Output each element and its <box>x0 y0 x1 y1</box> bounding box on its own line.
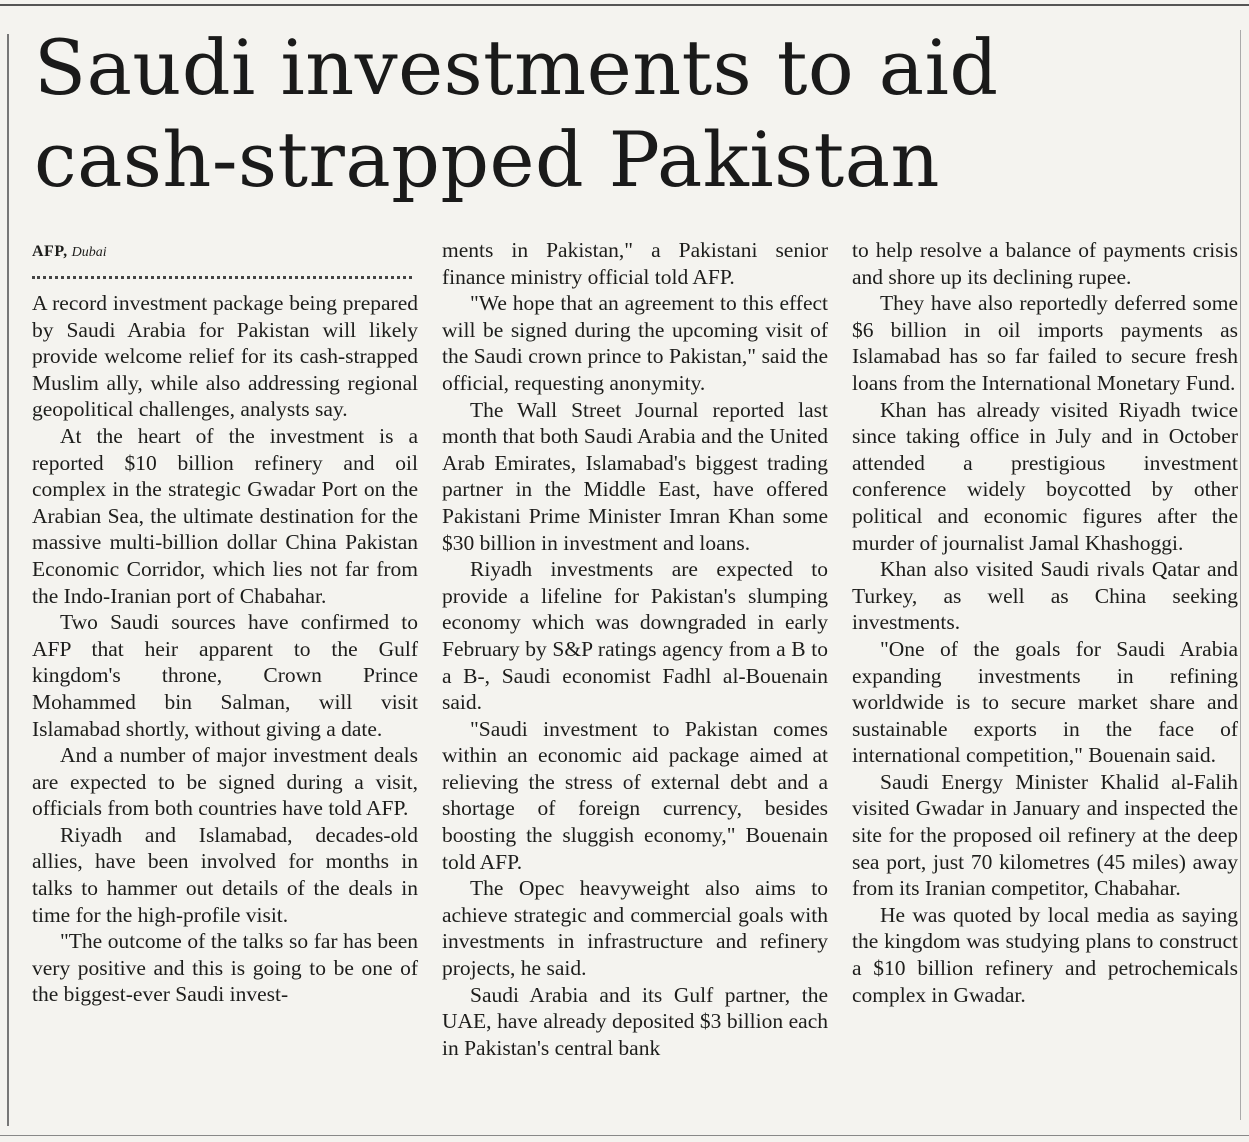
byline-dotted-rule <box>32 276 412 279</box>
paragraph: The Opec heavyweight also aims to achieve strategic and commercial goals with investments in infrastructure and refinery projects, he said. <box>442 876 828 981</box>
paragraph: "We hope that an agreement to this effect will be signed during the upcoming visit of the Saudi crown prince to Pakistan," said the official, requesting anonymity. <box>442 291 828 395</box>
right-rule <box>1240 30 1241 1120</box>
left-rule <box>7 34 9 1126</box>
paragraph: The Wall Street Journal reported last month that both Saudi Arabia and the United Arab Emirates, Islamabad's biggest trading partner in the Middle East, have offered Pakistani Prime Minister Imran Khan some $30 billion in investment and loans. <box>442 397 828 555</box>
headline-line-1: Saudi investments to aid <box>34 23 999 112</box>
paragraph: He was quoted by local media as saying the kingdom was studying plans to construct a $10 billion refinery and petrochemicals complex in Gwadar. <box>852 902 1238 1007</box>
paragraph: At the heart of the investment is a reported $10 billion refinery and oil complex in the strategic Gwadar Port on the Arabian Sea, the ultimate destination for the massive multi-billion dollar China Pakistan Economic Corridor, which lies not far from the Indo-Iranian port of Chabahar. <box>32 423 418 608</box>
article-column-1 <box>32 290 418 1008</box>
paragraph: Two Saudi sources have confirmed to AFP that heir apparent to the Gulf kingdom's throne, Crown Prince Mohammed bin Salman, will visit Islamabad shortly, without giving a date. <box>32 610 418 741</box>
paragraph: They have also reportedly deferred some $6 billion in oil imports payments as Islamabad has so far failed to secure fresh loans from the International Monetary Fund. <box>852 291 1238 395</box>
paragraph: Riyadh and Islamabad, decades-old allies, have been involved for months in talks to hammer out details of the deals in time for the high-profile visit. <box>32 822 418 927</box>
byline <box>32 243 107 261</box>
paragraph: And a number of major investment deals are expected to be signed during a visit, officials from both countries have told AFP. <box>32 743 418 821</box>
top-rule <box>0 4 1249 6</box>
paragraph: "Saudi investment to Pakistan comes within an economic aid package aimed at relieving the stress of external debt and a shortage of foreign currency, besides boosting the sluggish economy," Bouenain told AFP. <box>442 716 828 874</box>
paragraph: to help resolve a balance of payments crisis and shore up its declining rupee. <box>852 238 1238 289</box>
paragraph: Saudi Energy Minister Khalid al-Falih visited Gwadar in January and inspected the site for the proposed oil refinery at the deep sea port, just 70 kilometres (45 miles) away from its Iranian competitor, Chabahar. <box>852 769 1238 901</box>
paragraph: ments in Pakistan," a Pakistani senior finance ministry official told AFP. <box>442 238 828 289</box>
bottom-rule <box>0 1135 1249 1136</box>
paragraph: Saudi Arabia and its Gulf partner, the UAE, have already deposited $3 billion each in Pakistan's central bank <box>442 982 828 1060</box>
byline-agency: AFP, <box>32 243 68 260</box>
paragraph: "One of the goals for Saudi Arabia expanding investments in refining worldwide is to secure market share and sustainable exports in the face of international competition," Bouenain said. <box>852 636 1238 768</box>
paragraph: A record investment package being prepared by Saudi Arabia for Pakistan will likely provide welcome relief for its cash-strapped Muslim ally, while also addressing regional geopolitical challenges, analysts say. <box>32 291 418 422</box>
headline-line-2: cash-strapped Pakistan <box>34 115 940 204</box>
article-column-2 <box>442 237 828 1061</box>
headline <box>34 22 1224 206</box>
paragraph: Khan has already visited Riyadh twice since taking office in July and in October attended a prestigious investment conference widely boycotted by other political and economic figures after the murder of journalist Jamal Khashoggi. <box>852 397 1238 555</box>
article-column-3 <box>852 237 1238 1008</box>
paragraph: Khan also visited Saudi rivals Qatar and Turkey, as well as China seeking investments. <box>852 557 1238 635</box>
byline-place: Dubai <box>71 245 107 260</box>
paragraph: Riyadh investments are expected to provide a lifeline for Pakistan's slumping economy which was downgraded in early February by S&P ratings agency from a B to a B-, Saudi economist Fadhl al-Bouenain said. <box>442 557 828 715</box>
paragraph: "The outcome of the talks so far has been very positive and this is going to be one of the biggest-ever Saudi invest- <box>32 929 418 1007</box>
